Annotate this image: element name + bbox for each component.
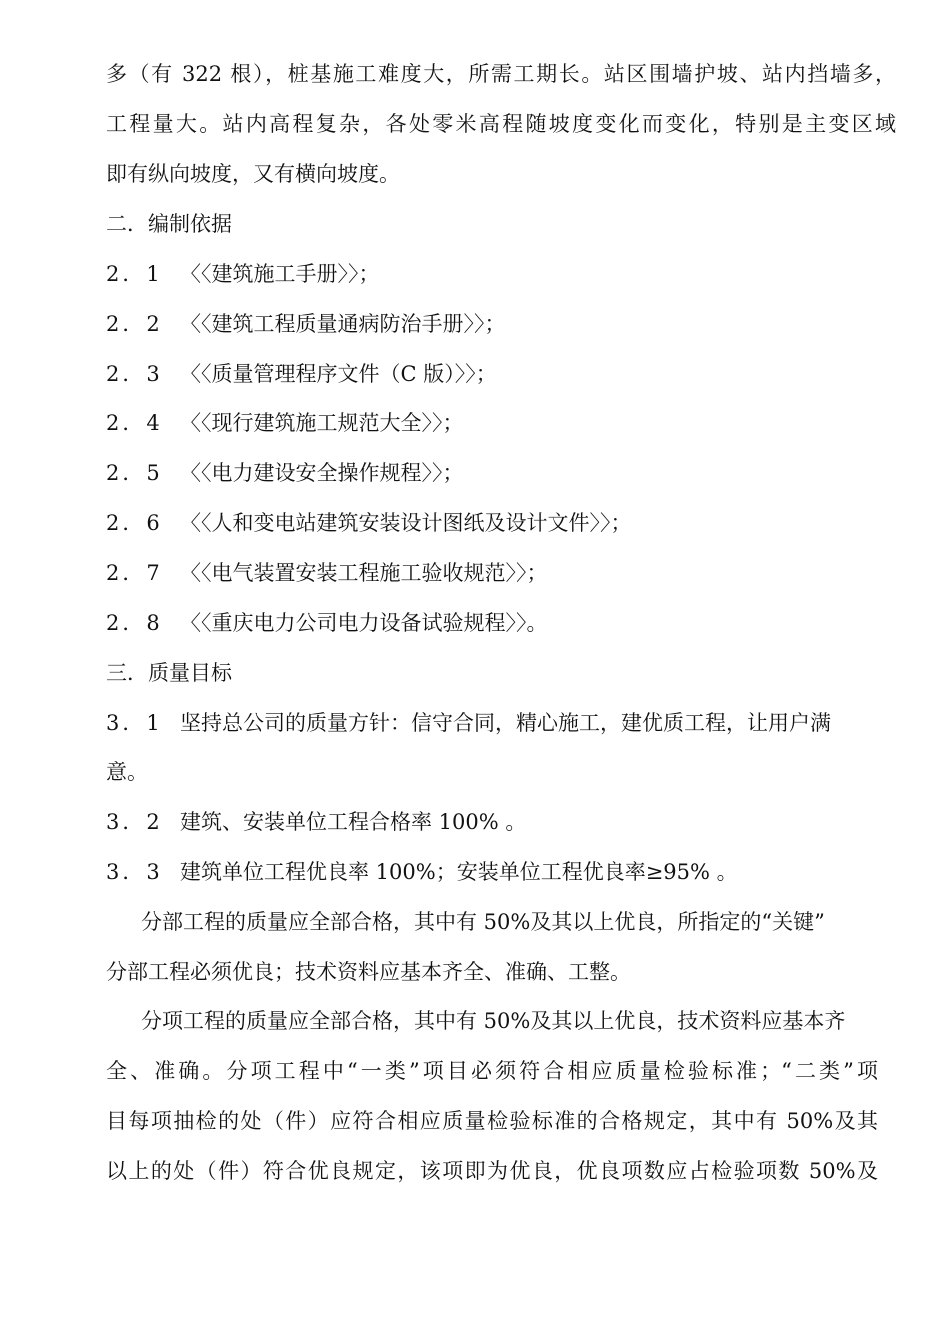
basis-item-text: 〈〈现行建筑施工规范大全〉〉； — [180, 411, 464, 435]
goal-text: 坚持总公司的质量方针：信守合同，精心施工，建优质工程，让用户满 — [180, 711, 831, 735]
basis-item-text: 〈〈建筑工程质量通病防治手册〉〉； — [180, 312, 506, 336]
subitem-paragraph-line-3: 目每项抽检的处（件）应符合相应质量检验标准的合格规定，其中有 50%及其 — [106, 1109, 878, 1133]
section-2-heading: 二．编制依据 — [106, 212, 232, 236]
basis-item-text: 〈〈质量管理程序文件（C 版）〉〉； — [180, 362, 497, 386]
basis-item-number: 2．1 — [106, 262, 163, 286]
basis-item-number: 2．3 — [106, 362, 163, 386]
goal-number: 3．1 — [106, 711, 163, 735]
quality-goal-2 — [106, 807, 896, 837]
basis-item-number: 2．5 — [106, 461, 163, 485]
division-paragraph-line-1: 分部工程的质量应全部合格，其中有 50%及其以上优良，所指定的“关键” — [141, 910, 825, 934]
basis-item-4 — [106, 408, 896, 438]
basis-item-1 — [106, 259, 896, 289]
goal-number: 3．3 — [106, 860, 163, 884]
basis-item-text: 〈〈电气装置安装工程施工验收规范〉〉； — [180, 561, 548, 585]
intro-line-3: 即有纵向坡度，又有横向坡度。 — [106, 162, 400, 186]
basis-item-7 — [106, 558, 896, 588]
basis-item-number: 2．7 — [106, 561, 163, 585]
subitem-paragraph-line-1: 分项工程的质量应全部合格，其中有 50%及其以上优良，技术资料应基本齐 — [141, 1009, 846, 1033]
basis-item-number: 2．6 — [106, 511, 163, 535]
quality-goal-1-continued: 意。 — [106, 760, 148, 784]
basis-item-text: 〈〈重庆电力公司电力设备试验规程〉〉。 — [180, 611, 548, 635]
quality-goal-3 — [106, 857, 896, 887]
basis-item-text: 〈〈人和变电站建筑安装设计图纸及设计文件〉〉； — [180, 511, 632, 535]
subitem-paragraph-line-2: 全、准确。分项工程中“一类”项目必须符合相应质量检验标准；“二类”项 — [106, 1059, 878, 1083]
basis-item-5 — [106, 458, 896, 488]
basis-item-8 — [106, 608, 896, 638]
intro-line-2: 工程量大。站内高程复杂，各处零米高程随坡度变化而变化，特别是主变区域 — [106, 112, 896, 136]
quality-goal-1 — [106, 708, 896, 738]
goal-text: 建筑、安装单位工程合格率 100% 。 — [180, 810, 527, 834]
basis-item-number: 2．8 — [106, 611, 163, 635]
basis-item-number: 2．2 — [106, 312, 163, 336]
subitem-paragraph-line-4: 以上的处（件）符合优良规定，该项即为优良，优良项数应占检验项数 50%及 — [106, 1159, 878, 1183]
basis-item-6 — [106, 508, 896, 538]
goal-text: 建筑单位工程优良率 100%；安装单位工程优良率≥95% 。 — [180, 860, 738, 884]
division-paragraph-line-2: 分部工程必须优良；技术资料应基本齐全、准确、工整。 — [106, 960, 631, 984]
basis-item-2 — [106, 309, 896, 339]
basis-item-number: 2．4 — [106, 411, 163, 435]
basis-item-text: 〈〈建筑施工手册〉〉； — [180, 262, 380, 286]
basis-item-3 — [106, 359, 896, 389]
basis-item-text: 〈〈电力建设安全操作规程〉〉； — [180, 461, 464, 485]
intro-line-1: 多（有 322 根），桩基施工难度大，所需工期长。站区围墙护坡、站内挡墙多， — [106, 62, 896, 86]
goal-number: 3．2 — [106, 810, 163, 834]
section-3-heading: 三．质量目标 — [106, 661, 232, 685]
